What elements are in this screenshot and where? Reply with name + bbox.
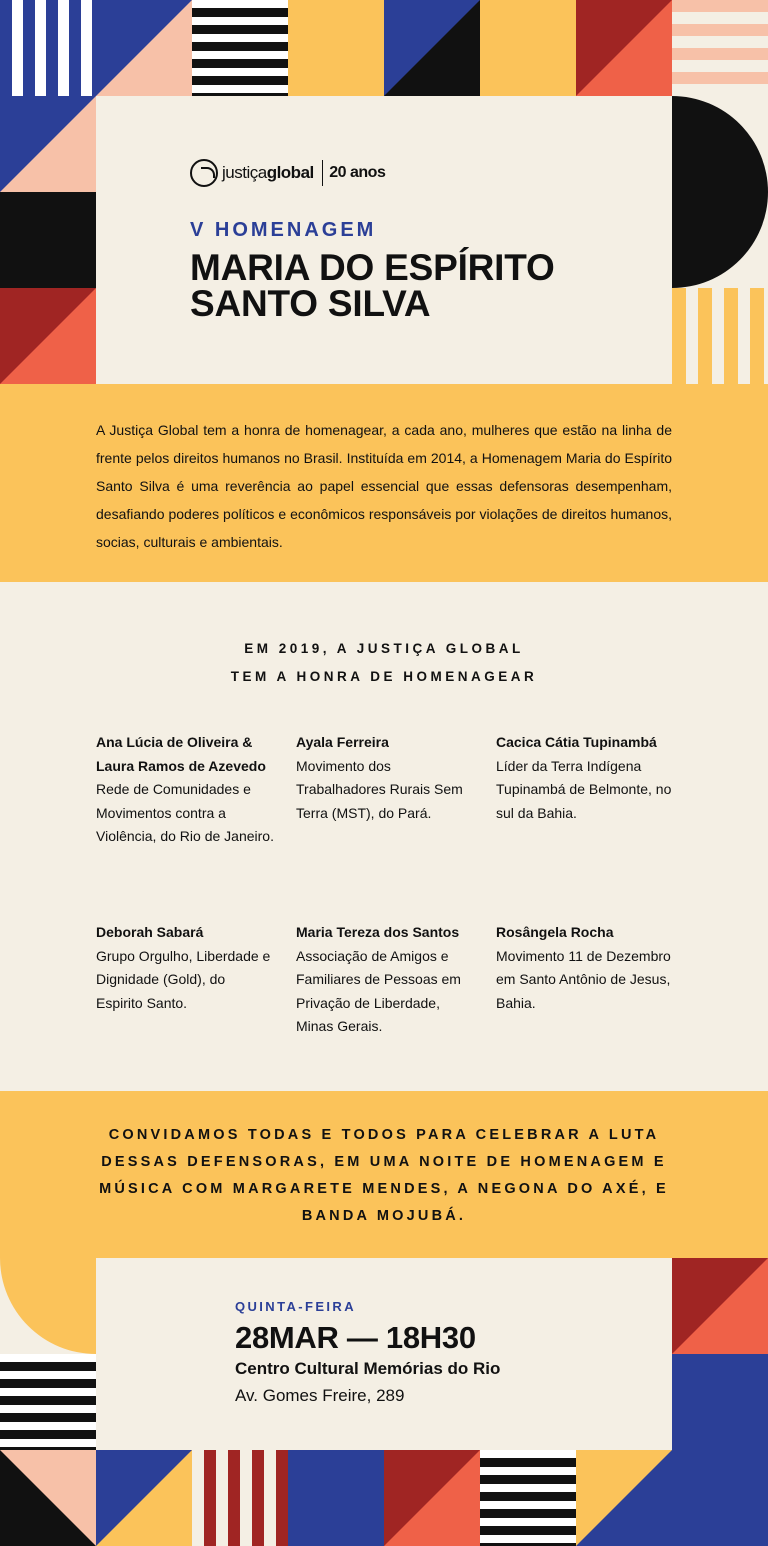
logo-divider <box>322 160 324 186</box>
honorees-heading-line-1: EM 2019, A JUSTIÇA GLOBAL <box>244 641 524 656</box>
honoree-organization: Movimento dos Trabalhadores Rurais Sem Terra (MST), do Pará. <box>296 757 463 821</box>
honoree-name: Ana Lúcia de Oliveira & Laura Ramos de Azevedo <box>96 734 266 774</box>
deco-tile-red-coral <box>672 1258 768 1354</box>
invite-text: CONVIDAMOS TODAS E TODOS PARA CELEBRAR A LUTA DESSAS DEFENSORAS, EM UMA NOITE DE HOMENAGEM E MÚSICA COM MARGARETE MENDES, A NEGONA DO AXÉ, E BANDA MOJUBÁ. <box>99 1127 669 1224</box>
deco-tile-blue-yellow <box>96 1450 192 1546</box>
honoree-card <box>296 921 474 1039</box>
deco-tile-blue-stripes <box>0 0 96 96</box>
deco-tile-yellow <box>480 0 576 96</box>
deco-tile-bw-stripes <box>0 1354 96 1450</box>
event-address: Av. Gomes Freire, 289 <box>235 1386 405 1405</box>
intro-paragraph: A Justiça Global tem a honra de homenagear, a cada ano, mulheres que estão na linha de frente pelos direitos humanos no Brasil. Instituída em 2014, a Homenagem Maria do Espírito Santo Silva é uma reverência ao papel essencial que essas defensoras desempenham, desafiando poderes políticos e econômicos responsáveis por violações de direitos humanos, socias, culturais e ambientais. <box>96 422 672 550</box>
honoree-name: Ayala Ferreira <box>296 734 389 750</box>
deco-tile-black <box>0 192 96 288</box>
deco-tile-blue <box>288 1450 384 1546</box>
deco-tile-yellow-blue <box>576 1450 672 1546</box>
deco-tile-yellow <box>288 0 384 96</box>
deco-tile-red-coral <box>576 0 672 96</box>
deco-tile-blue-black <box>384 0 480 96</box>
deco-tile-bw-stripes <box>480 1450 576 1546</box>
logo-name-bold: global <box>266 163 314 182</box>
event-date-time: 28MAR — 18H30 <box>235 1320 476 1355</box>
logo-name-light: justiça <box>222 163 267 182</box>
logo-name <box>222 163 314 183</box>
deco-tile-red-coral <box>384 1450 480 1546</box>
honoree-organization: Movimento 11 de Dezembro em Santo Antônio de Jesus, Bahia. <box>496 947 671 1011</box>
deco-black-half-circle <box>672 96 768 288</box>
event-card <box>96 1258 672 1450</box>
invite-band <box>0 1091 768 1259</box>
honoree-card <box>496 921 674 1015</box>
honoree-card <box>96 731 274 849</box>
honoree-organization: Associação de Amigos e Familiares de Pessoas em Privação de Liberdade, Minas Gerais. <box>296 947 461 1034</box>
honoree-card <box>496 731 674 825</box>
honoree-organization: Grupo Orgulho, Liberdade e Dignidade (Gold), do Espirito Santo. <box>96 947 271 1011</box>
deco-tile-blue-pink <box>0 96 96 192</box>
honoree-card <box>96 921 274 1015</box>
title-line-1: MARIA DO ESPÍRITO <box>190 247 555 288</box>
deco-tile-pink-stripes <box>672 0 768 96</box>
event-weekday: QUINTA-FEIRA <box>235 1299 356 1314</box>
deco-tile-pink-triangle <box>96 0 192 96</box>
honoree-organization: Líder da Terra Indígena Tupinambá de Belmonte, no sul da Bahia. <box>496 757 672 821</box>
header-card <box>96 96 672 384</box>
honoree-name: Rosângela Rocha <box>496 924 614 940</box>
justica-global-logo <box>190 158 385 188</box>
honoree-organization: Rede de Comunidades e Movimentos contra a Violência, do Rio de Janeiro. <box>96 781 274 844</box>
deco-tile-red-coral <box>0 288 96 384</box>
honoree-name: Maria Tereza dos Santos <box>296 924 460 940</box>
page-title <box>190 247 555 324</box>
event-venue: Centro Cultural Memórias do Rio <box>235 1359 501 1378</box>
deco-tile-red-stripes <box>192 1450 288 1546</box>
deco-tile-bw-stripes <box>192 0 288 96</box>
deco-tile-yellow-stripes <box>672 288 768 384</box>
deco-yellow-quarter-circle <box>0 1258 96 1354</box>
edition-kicker: V HOMENAGEM <box>190 219 377 241</box>
honoree-card <box>296 731 474 825</box>
logo-years: 20 anos <box>329 164 386 181</box>
honoree-name: Deborah Sabará <box>96 924 204 940</box>
intro-band <box>0 384 768 582</box>
honorees-heading-line-2: TEM A HONRA DE HOMENAGEAR <box>230 669 538 684</box>
deco-blue-half-circle <box>672 1354 768 1546</box>
title-line-2: SANTO SILVA <box>190 283 431 324</box>
honorees-heading <box>0 635 768 691</box>
honoree-name: Cacica Cátia Tupinambá <box>496 734 657 750</box>
deco-tile-pink-black <box>0 1450 96 1546</box>
logo-mark-icon <box>190 159 218 187</box>
